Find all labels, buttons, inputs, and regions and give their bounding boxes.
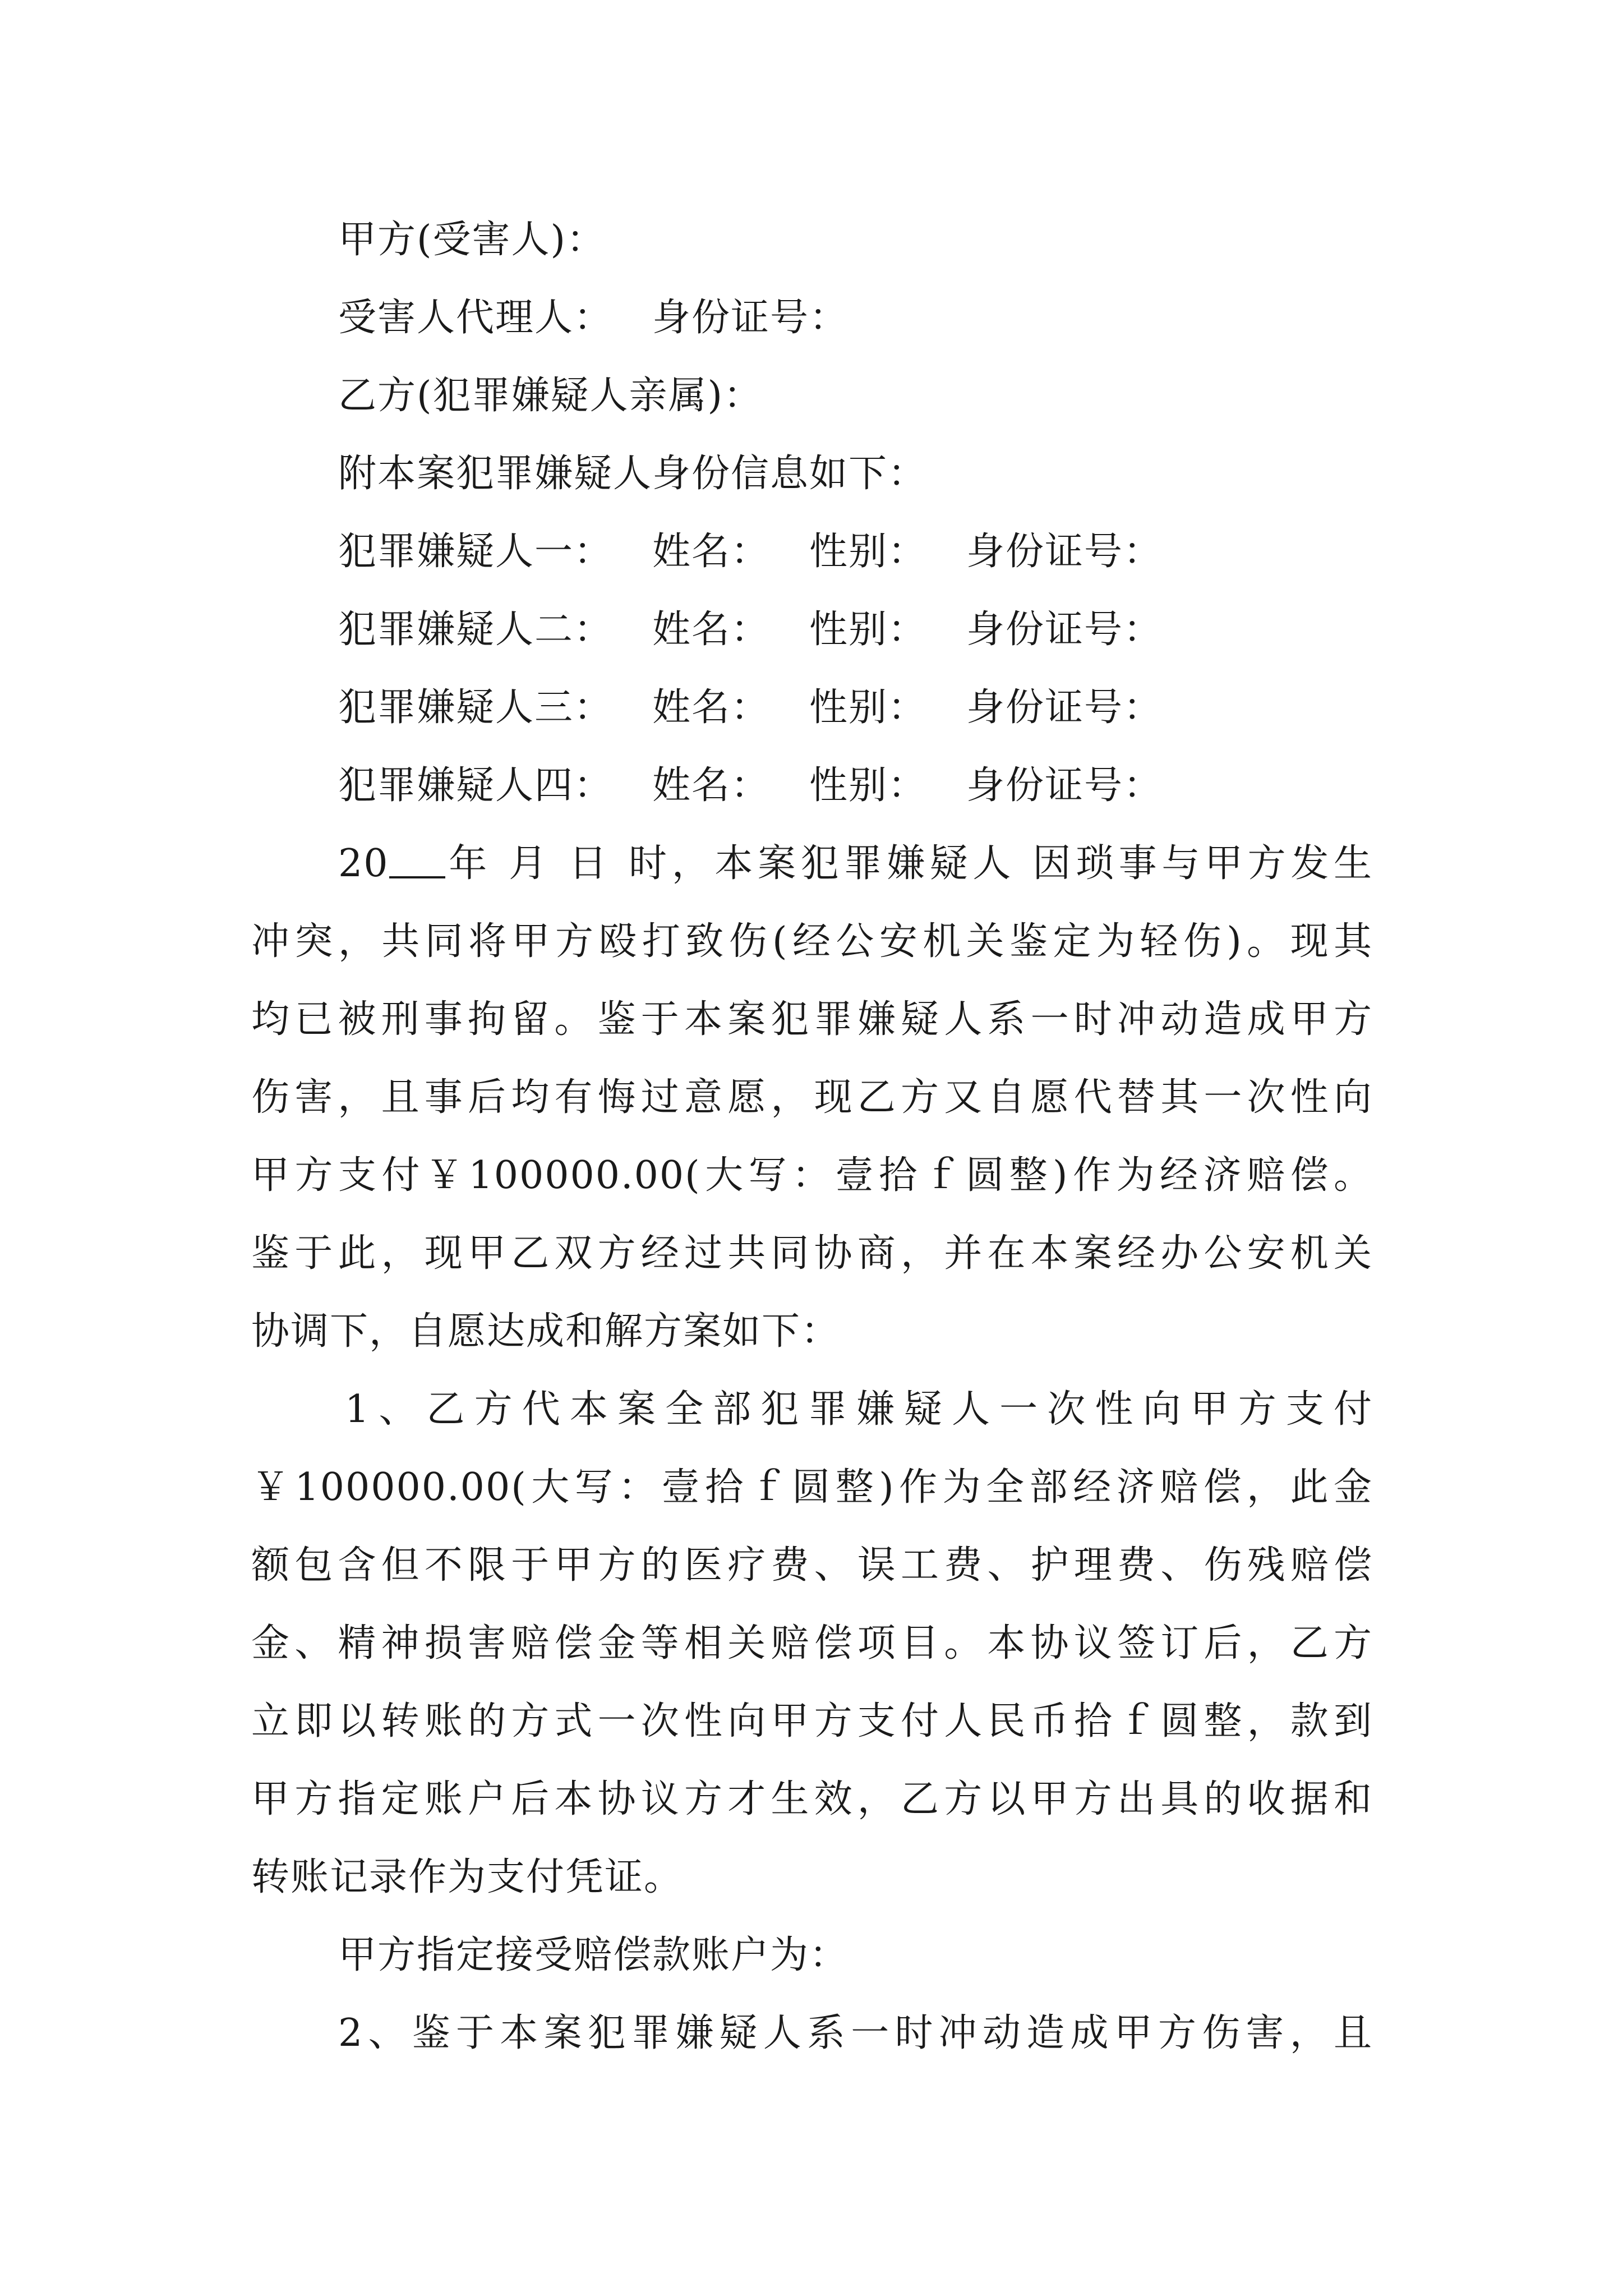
suspect-row: [338, 685, 1163, 730]
suspects-intro-line: 附本案犯罪嫌疑人身份信息如下：: [338, 452, 928, 496]
clause1-line: 立即以转账的方式一次性向甲方支付人民币拾ｆ圆整，款到: [251, 1699, 1373, 1743]
suspect-gender-label: 性别：: [809, 685, 928, 730]
para1-line: 甲方支付￥100000.00(大写：壹拾ｆ圆整)作为经济赔偿。: [251, 1153, 1373, 1198]
suspect-label: 犯罪嫌疑人三：: [338, 685, 614, 730]
para1-line: 冲突，共同将甲方殴打致伤(经公安机关鉴定为轻伤)。现其: [251, 919, 1373, 964]
para1-line: [338, 841, 1373, 886]
clause2-line: 2、鉴于本案犯罪嫌疑人系一时冲动造成甲方伤害，且: [338, 2011, 1373, 2055]
suspect-id-label: 身份证号：: [966, 608, 1163, 652]
suspect-label: 犯罪嫌疑人一：: [338, 530, 614, 574]
clause1-line: 额包含但不限于甲方的医疗费、误工费、护理费、伤残赔偿: [251, 1543, 1373, 1588]
suspect-id-label: 身份证号：: [966, 530, 1163, 574]
year-prefix: 20: [338, 841, 389, 886]
party-b-line: 乙方(犯罪嫌疑人亲属)：: [338, 374, 763, 418]
suspect-name-label: 姓名：: [652, 763, 771, 808]
para1-line: 鉴于此，现甲乙双方经过共同协商，并在本案经办公安机关: [251, 1231, 1373, 1276]
suspect-label: 犯罪嫌疑人二：: [338, 608, 614, 652]
suspect-row: [338, 530, 1163, 574]
clause1-line: 1、乙方代本案全部犯罪嫌疑人一次性向甲方支付: [345, 1387, 1373, 1432]
para1-line: 协调下，自愿达成和解方案如下：: [251, 1309, 841, 1354]
agent-line: [338, 296, 849, 341]
suspect-row: [338, 763, 1163, 808]
suspect-gender-label: 性别：: [809, 608, 928, 652]
clause1-line: 金、精神损害赔偿金等相关赔偿项目。本协议签订后，乙方: [251, 1621, 1373, 1665]
suspect-name-label: 姓名：: [652, 685, 771, 730]
para1-text: 年 月 日 时，本案犯罪嫌疑人 因琐事与甲方发生: [445, 841, 1373, 886]
suspect-gender-label: 性别：: [809, 530, 928, 574]
suspect-gender-label: 性别：: [809, 763, 928, 808]
date-blank: [389, 843, 445, 878]
party-a-line: 甲方(受害人)：: [338, 218, 606, 262]
agent-label: 受害人代理人：: [338, 296, 614, 340]
account-line: 甲方指定接受赔偿款账户为：: [338, 1933, 849, 1977]
suspect-label: 犯罪嫌疑人四：: [338, 763, 614, 808]
clause1-line: ￥100000.00(大写：壹拾ｆ圆整)作为全部经济赔偿，此金: [251, 1465, 1373, 1510]
suspect-name-label: 姓名：: [652, 530, 771, 574]
para1-line: 均已被刑事拘留。鉴于本案犯罪嫌疑人系一时冲动造成甲方: [251, 997, 1373, 1042]
para1-line: 伤害，且事后均有悔过意愿，现乙方又自愿代替其一次性向: [251, 1075, 1373, 1120]
suspect-name-label: 姓名：: [652, 608, 771, 652]
suspect-id-label: 身份证号：: [966, 685, 1163, 730]
clause1-line: 甲方指定账户后本协议方才生效，乙方以甲方出具的收据和: [251, 1777, 1373, 1821]
suspect-row: [338, 608, 1163, 652]
suspect-id-label: 身份证号：: [966, 763, 1163, 808]
agent-id-label: 身份证号：: [652, 296, 849, 340]
clause1-line: 转账记录作为支付凭证。: [251, 1855, 684, 1899]
